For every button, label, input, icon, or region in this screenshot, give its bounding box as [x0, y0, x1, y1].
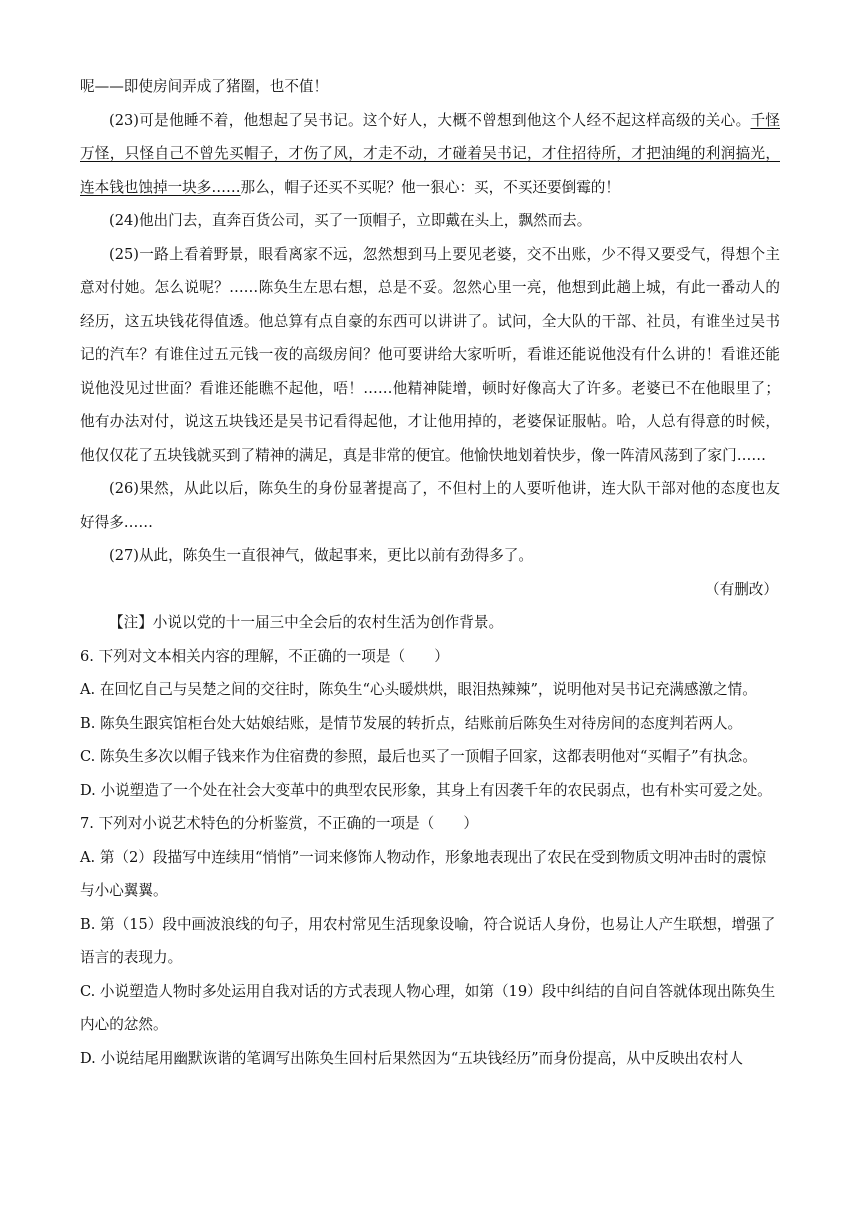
question-6-stem: 6. 下列对文本相关内容的理解，不正确的一项是（ ）: [80, 647, 449, 665]
paragraph-23-end: 那么，帽子还买不买呢？他一狠心：买，不买还要倒霉的！: [240, 178, 620, 196]
underlined-sentence: 千怪万怪，只怪自己不曾先买帽子，才伤了风，才走不动，才碰着吴书记，才住招待所，才把油绳的利润搞光，连本钱也蚀掉一块多……: [80, 111, 780, 196]
question-6-option-a: A. 在回忆自己与吴楚之间的交往时，陈奂生“心头暖烘烘，眼泪热辣辣”，说明他对吴书记充满感激之情。: [80, 681, 757, 698]
question-6-option-c: C. 陈奂生多次以帽子钱来作为住宿费的参照，最后也买了一顶帽子回家，这都表明他对“买帽子”有执念。: [80, 748, 757, 765]
paragraph-26: (26)果然，从此以后，陈奂生的身份显著提高了，不但村上的人要听他讲，连大队干部对他的态度也友好得多……: [80, 480, 780, 531]
document-page: [80, 70, 780, 1075]
annotation-note: 【注】小说以党的十一届三中全会后的农村生活为创作背景。: [109, 614, 504, 631]
paragraph-24: (24)他出门去，直奔百货公司，买了一顶帽子，立即戴在头上，飘然而去。: [109, 212, 592, 229]
paragraph-25: (25)一路上看着野景，眼看离家不远，忽然想到马上要见老婆，交不出账，少不得又要受气，得想个主意对付她。怎么说呢？……陈奂生左思右想，总是不妥。忽然心里一亮，他想到此趟上城，有此一番动人的经历，这五块钱花得值透。他总算有点自豪的东西可以讲讲了。试问，全大队的干部、社员，有谁坐过吴书记的汽车？有谁住过五元钱一夜的高级房间？他可要讲给大家听听，看谁还能说他没有什么讲的！看谁还能说他没见过世面？看谁还能瞧不起他，唔！……他精神陡增，顿时好像高大了许多。老婆已不在他眼里了；他有办法对付，说这五块钱还是吴书记看得起他，才让他用掉的，老婆保证服帖。哈，人总有得意的时候，他仅仅花了五块钱就买到了精神的满足，真是非常的便宜。他愉快地划着快步，像一阵清风荡到了家门……: [80, 245, 780, 464]
paragraph-27: (27)从此，陈奂生一直很神气，做起事来，更比以前有劲得多了。: [109, 547, 533, 564]
paragraph-23: [80, 104, 780, 205]
question-6-option-b: B. 陈奂生跟宾馆柜台处大姑娘结账，是情节发展的转折点，结账前后陈奂生对待房间的态度判若两人。: [80, 714, 743, 732]
paragraph-23-start: (23)可是他睡不着，他想起了吴书记。这个好人，大概不曾想到他这个人经不起这样高级的关心。: [109, 111, 751, 129]
source-note: （有删改）: [705, 580, 778, 598]
question-7-stem: 7. 下列对小说艺术特色的分析鉴赏，不正确的一项是（ ）: [80, 815, 479, 832]
question-6-option-d: D. 小说塑造了一个处在社会大变革中的典型农民形象，其身上有因袭千年的农民弱点，也有朴实可爱之处。: [80, 781, 772, 799]
question-7-option-c: C. 小说塑造人物时多处运用自我对话的方式表现人物心理，如第（19）段中纠结的自问自答就体现出陈奂生内心的忿然。: [80, 982, 776, 1033]
question-7-option-b: B. 第（15）段中画波浪线的句子，用农村常见生活现象设喻，符合说话人身份，也易让人产生联想，增强了语言的表现力。: [80, 915, 776, 966]
passage-continuation: 呢——即使房间弄成了猪圈，也不值！: [80, 78, 329, 95]
question-7-option-a: A. 第（2）段描写中连续用“悄悄”一词来修饰人物动作，形象地表现出了农民在受到物质文明冲击时的震惊与小心翼翼。: [80, 848, 767, 899]
question-7-option-d: D. 小说结尾用幽默诙谐的笔调写出陈奂生回村后果然因为“五块钱经历”而身份提高，从中反映出农村人: [80, 1049, 743, 1067]
